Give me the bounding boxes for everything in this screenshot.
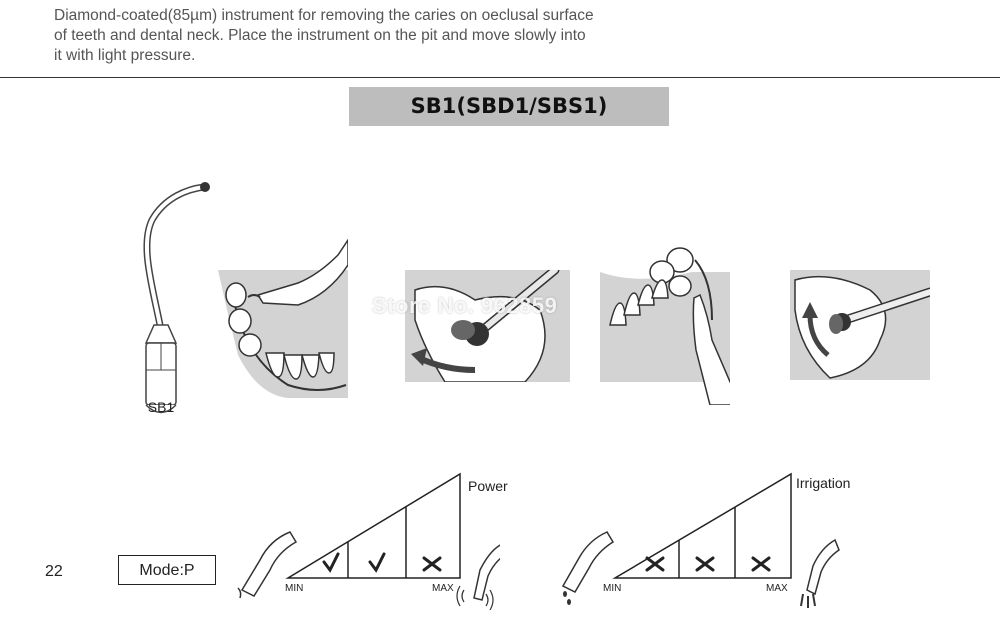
irrigation-min-label: MIN (603, 583, 622, 594)
power-scale (230, 470, 500, 610)
water-spray-icon (801, 594, 815, 608)
irrigation-max-label: MAX (766, 583, 788, 594)
water-drop-icon (563, 591, 571, 605)
description-line: it with light pressure. (54, 47, 196, 64)
panel-upper-jaw-handpiece (600, 240, 730, 405)
panel-lower-jaw-handpiece (218, 235, 348, 400)
mode-indicator: Mode:P (118, 555, 216, 585)
handpiece-icon (474, 544, 500, 600)
panel-upper-closeup (790, 270, 930, 380)
irrigation-label: Irrigation (796, 475, 851, 491)
description-line: of teeth and dental neck. Place the instrument on the pit and move slowly into (54, 27, 586, 44)
panel-occlusal-closeup (405, 270, 570, 382)
handpiece-icon (807, 540, 839, 594)
instrument-description (54, 6, 694, 66)
tip-label: SB1 (147, 399, 175, 415)
irrigation-scale (555, 470, 855, 610)
description-line: Diamond-coated(85µm) instrument for removing the caries on oeclusal surface (54, 7, 594, 24)
instrument-tip-illustration (130, 175, 220, 425)
power-label: Power (468, 478, 508, 494)
page-number: 22 (45, 563, 63, 580)
power-max-label: MAX (432, 583, 454, 594)
instrument-title: SB1(SBD1/SBS1) (349, 87, 669, 126)
header-divider (0, 77, 1000, 78)
power-min-label: MIN (285, 583, 304, 594)
store-watermark: Store No. 962859 (372, 293, 558, 318)
